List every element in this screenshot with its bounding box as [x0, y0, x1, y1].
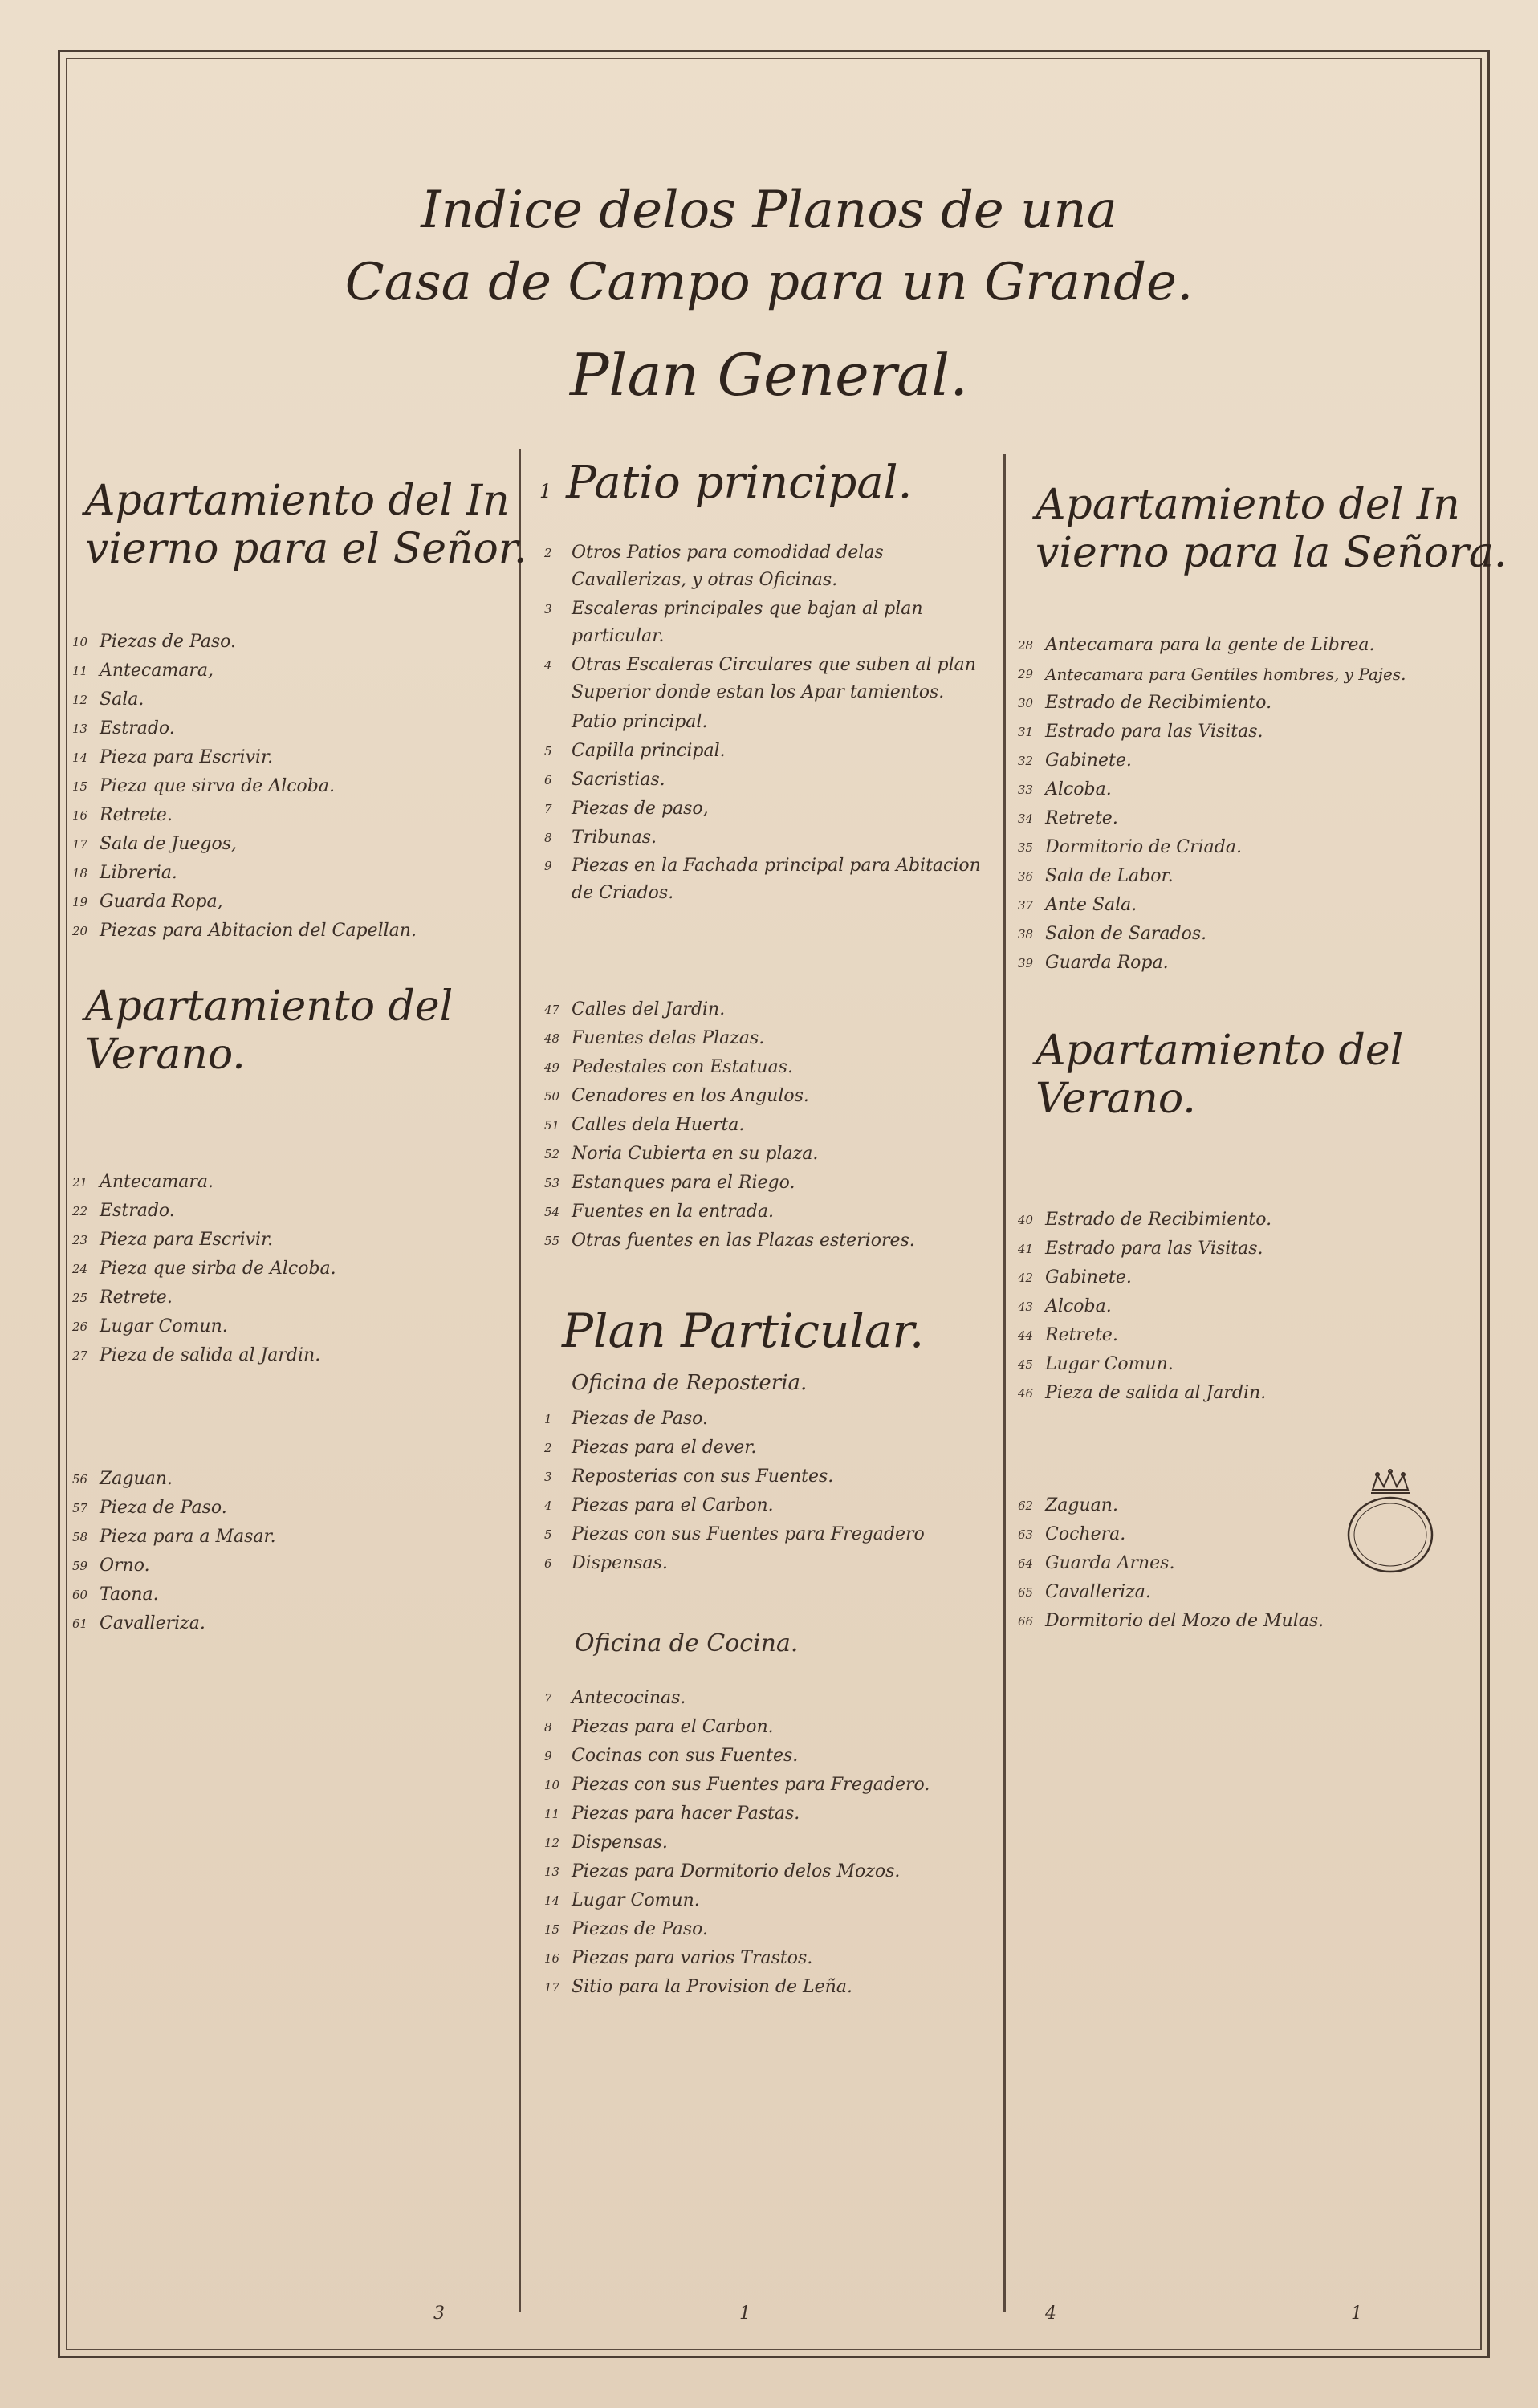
col2-list-garden: [544, 995, 1002, 1255]
col2-heading-patio-text: Patio principal.: [566, 457, 913, 509]
list-item: 33 Alcoba.: [1018, 779, 1112, 799]
list-item: 9 Piezas en la Fachada principal para Abitacion de Criados.: [544, 856, 981, 903]
list-item: 36 Sala de Labor.: [1018, 866, 1174, 886]
list-item: 17 Sitio para la Provision de Leña.: [544, 1977, 852, 1997]
column-divider-left: [519, 449, 521, 2312]
list-item: 12 Dispensas.: [544, 1832, 668, 1853]
title-line-3: Plan General.: [569, 341, 969, 409]
list-item: 12 Sala.: [72, 689, 144, 710]
list-item: 23 Pieza para Escrivir.: [72, 1230, 274, 1250]
list-item: 15 Piezas de Paso.: [544, 1919, 709, 1939]
list-item: 40 Estrado de Recibimiento.: [1018, 1210, 1272, 1230]
list-item: 1 Piezas de Paso.: [544, 1409, 709, 1429]
list-item: 44 Retrete.: [1018, 1325, 1118, 1345]
col1-heading-winter-line1: Apartamiento del In: [85, 477, 510, 525]
col1-heading-summer: [85, 983, 453, 1080]
list-item: 3 Reposterias con sus Fuentes.: [544, 1466, 834, 1487]
list-item: 15 Pieza que sirva de Alcoba.: [72, 776, 335, 796]
list-item: 31 Estrado para las Visitas.: [1018, 722, 1263, 742]
list-item: 39 Guarda Ropa.: [1018, 953, 1169, 973]
list-item: 62 Zaguan.: [1018, 1495, 1118, 1515]
col2-subheading-cocina: Oficina de Cocina.: [575, 1629, 799, 1658]
footer-mark: 1: [1351, 2304, 1507, 2324]
list-item: 9 Cocinas con sus Fuentes.: [544, 1746, 799, 1766]
list-item: 55 Otras fuentes en las Plazas esteriores.: [544, 1230, 915, 1251]
list-item: 8 Piezas para el Carbon.: [544, 1717, 774, 1737]
list-item: 17 Sala de Juegos,: [72, 834, 238, 854]
list-item: 51 Calles dela Huerta.: [544, 1115, 745, 1135]
list-item: 5 Piezas con sus Fuentes para Fregadero: [544, 1524, 925, 1544]
list-item: 65 Cavalleriza.: [1018, 1582, 1151, 1602]
list-item: 6 Dispensas.: [544, 1553, 668, 1573]
list-item: 50 Cenadores en los Angulos.: [544, 1086, 809, 1106]
list-item: 49 Pedestales con Estatuas.: [544, 1057, 793, 1077]
col1-heading-winter-line2: vierno para el Señor.: [85, 524, 527, 573]
list-item: 27 Pieza de salida al Jardin.: [72, 1345, 321, 1365]
col1-list-winter: [72, 628, 510, 946]
list-item: 20 Piezas para Abitacion del Capellan.: [72, 921, 417, 941]
list-item: 11 Piezas para hacer Pastas.: [544, 1804, 800, 1824]
list-item: 7 Antecocinas.: [544, 1688, 686, 1708]
list-item: 28 Antecamara para la gente de Librea.: [1018, 635, 1375, 655]
list-item: 26 Lugar Comun.: [72, 1316, 228, 1336]
col3-heading-summer-line1: Apartamiento del: [1036, 1027, 1404, 1075]
academy-seal-stamp: [1342, 1466, 1438, 1578]
list-item: 47 Calles del Jardin.: [544, 999, 726, 1019]
title-line-2: Casa de Campo para un Grande.: [344, 253, 1194, 312]
list-item: 2 Otros Patios para comodidad delas Cavallerizas, y otras Oficinas.: [544, 543, 884, 590]
list-item: 14 Lugar Comun.: [544, 1890, 700, 1910]
list-item: 7 Piezas de paso,: [544, 799, 709, 819]
col3-heading-winter-line1: Apartamiento del In: [1036, 481, 1460, 529]
footer-mark: 4: [1045, 2304, 1201, 2324]
footer-marks: [433, 2304, 1507, 2324]
list-item: 29 Antecamara para Gentiles hombres, y Pajes.: [1018, 665, 1406, 684]
list-item: 54 Fuentes en la entrada.: [544, 1202, 774, 1222]
list-item: 18 Libreria.: [72, 863, 177, 883]
list-item: 24 Pieza que sirba de Alcoba.: [72, 1259, 336, 1279]
list-item: 53 Estanques para el Riego.: [544, 1173, 795, 1193]
list-item: 42 Gabinete.: [1018, 1267, 1132, 1287]
col1-heading-summer-line2: Verano.: [85, 1030, 246, 1079]
col2-subheading-reposteria: Oficina de Reposteria.: [572, 1371, 808, 1395]
crown-icon: [1371, 1470, 1410, 1493]
list-item: 21 Antecamara.: [72, 1172, 214, 1192]
list-item: 66 Dormitorio del Mozo de Mulas.: [1018, 1611, 1324, 1631]
list-item: 22 Estrado.: [72, 1201, 175, 1221]
col3-heading-summer-line2: Verano.: [1036, 1074, 1196, 1123]
list-item: 41 Estrado para las Visitas.: [1018, 1239, 1263, 1259]
footer-mark: 3: [433, 2304, 589, 2324]
list-item: 2 Piezas para el dever.: [544, 1438, 757, 1458]
list-item: 38 Salon de Sarados.: [1018, 924, 1207, 944]
column-divider-right: [1003, 454, 1006, 2312]
col1-list-service: [72, 1465, 510, 1638]
list-item: 52 Noria Cubierta en su plaza.: [544, 1144, 819, 1164]
list-item: 16 Piezas para varios Trastos.: [544, 1948, 813, 1968]
list-item: 25 Retrete.: [72, 1287, 173, 1308]
col1-heading-summer-line1: Apartamiento del: [85, 982, 454, 1031]
list-item: 14 Pieza para Escrivir.: [72, 747, 274, 767]
col2-list-reposteria: [544, 1405, 1002, 1578]
list-item: 48 Fuentes delas Plazas.: [544, 1028, 765, 1048]
list-item: 61 Cavalleriza.: [72, 1613, 205, 1633]
col3-list-winter: [1018, 631, 1483, 978]
col2-heading-patio: [539, 458, 912, 509]
title-line-1: Indice delos Planos de una: [421, 181, 1117, 240]
col3-heading-winter-line2: vierno para la Señora.: [1036, 528, 1507, 577]
list-item: 57 Pieza de Paso.: [72, 1498, 227, 1518]
list-item: 32 Gabinete.: [1018, 750, 1132, 771]
list-item: Patio principal.: [572, 712, 708, 732]
footer-mark: 1: [739, 2304, 895, 2324]
list-item: 10 Piezas de Paso.: [72, 632, 237, 652]
col1-list-summer: [72, 1168, 510, 1370]
list-item: 19 Guarda Ropa,: [72, 892, 223, 912]
list-item: 4 Otras Escaleras Circulares que suben al plan Superior donde estan los Apar tamientos.: [544, 655, 976, 702]
col3-heading-winter: [1036, 482, 1507, 578]
list-item: 43 Alcoba.: [1018, 1296, 1112, 1316]
list-item: 6 Sacristias.: [544, 770, 665, 790]
list-item: 13 Estrado.: [72, 718, 175, 738]
list-item: 58 Pieza para a Masar.: [72, 1527, 276, 1547]
list-item: 8 Tribunas.: [544, 828, 657, 848]
col2-heading-plan-particular: Plan Particular.: [562, 1304, 925, 1358]
list-item: 4 Piezas para el Carbon.: [544, 1495, 774, 1515]
list-item: 46 Pieza de salida al Jardin.: [1018, 1383, 1267, 1403]
list-item: 30 Estrado de Recibimiento.: [1018, 693, 1272, 713]
list-item: 16 Retrete.: [72, 805, 173, 825]
col1-heading-winter: [85, 478, 527, 574]
col3-heading-summer: [1036, 1027, 1403, 1124]
list-item: 56 Zaguan.: [72, 1469, 173, 1489]
list-item: 64 Guarda Arnes.: [1018, 1553, 1175, 1573]
list-item: 45 Lugar Comun.: [1018, 1354, 1174, 1374]
list-item: 34 Retrete.: [1018, 808, 1118, 828]
list-item: 13 Piezas para Dormitorio delos Mozos.: [544, 1861, 901, 1881]
col2-heading-patio-num: 1: [539, 480, 552, 502]
list-item: 63 Cochera.: [1018, 1524, 1126, 1544]
list-item: 3 Escaleras principales que bajan al plan particular.: [544, 599, 923, 646]
list-item: 11 Antecamara,: [72, 661, 214, 681]
list-item: 37 Ante Sala.: [1018, 895, 1137, 915]
list-item: 60 Taona.: [72, 1584, 159, 1605]
list-item: 10 Piezas con sus Fuentes para Fregadero.: [544, 1775, 930, 1795]
col2-list-cocina: [544, 1684, 1002, 2002]
list-item: 5 Capilla principal.: [544, 741, 726, 761]
list-item: 59 Orno.: [72, 1556, 150, 1576]
col2-list-general: [544, 539, 1002, 907]
col3-list-summer: [1018, 1206, 1483, 1408]
list-item: 35 Dormitorio de Criada.: [1018, 837, 1242, 857]
